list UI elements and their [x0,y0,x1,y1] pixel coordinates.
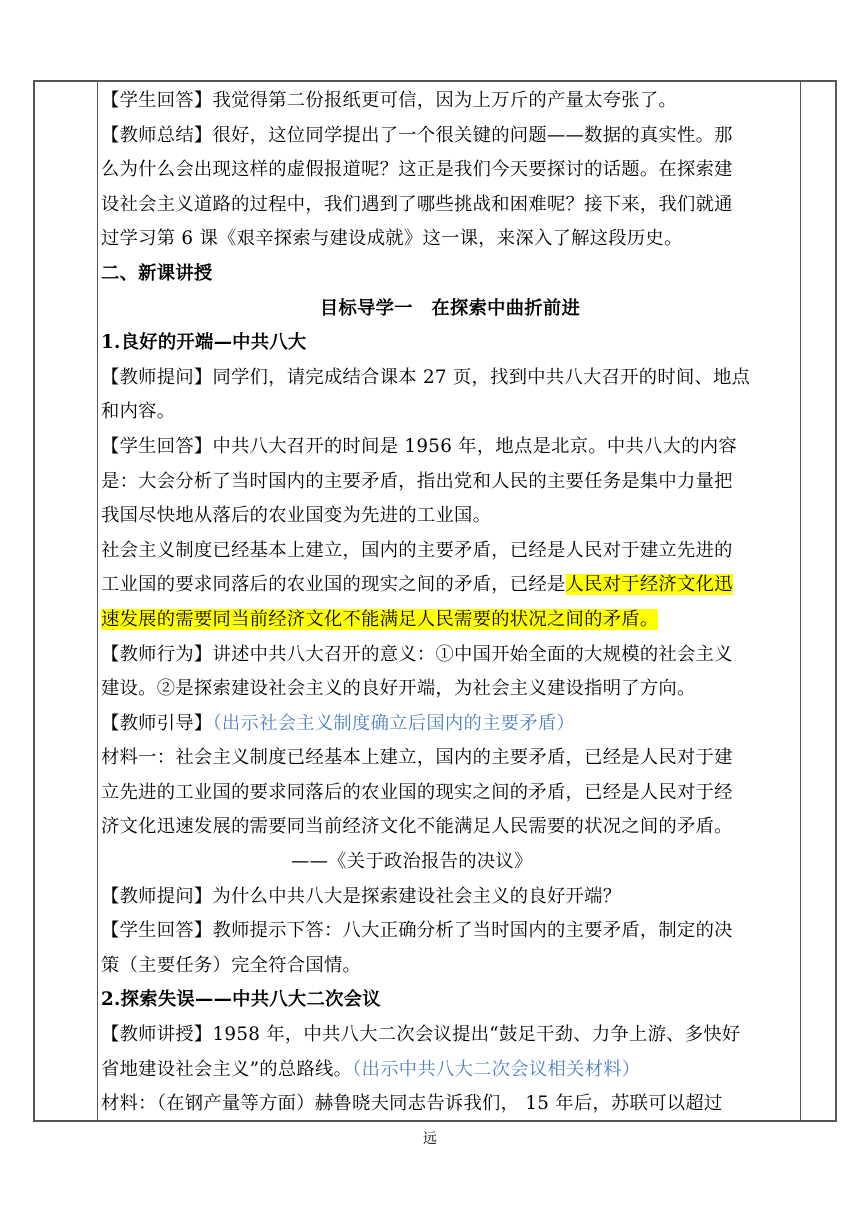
text-span: 二、新课讲授 [101,262,213,284]
text-span: 我国尽快地从落后的农业国变为先进的工业国。 [101,505,492,527]
text-span: 立先进的工业国的要求同落后的农业国的现实之间的矛盾，已经是人民对于经 [101,781,733,803]
text-line [101,568,799,603]
text-line [101,880,799,915]
text-span: 过学习第 6 课《艰辛探索与建设成就》这一课，来深入了解这段历史。 [101,228,683,250]
text-line [101,326,799,361]
text-span: 【教师总结】很好，这位同学提出了一个很关键的问题——数据的真实性。那 [101,124,733,146]
text-line [101,810,799,845]
text-line [101,741,799,776]
text-line [101,845,799,880]
text-span: 和内容。 [101,401,176,423]
page-footer: 远 [423,1131,437,1147]
text-line [101,776,799,811]
text-line [101,983,799,1018]
text-line [101,395,799,430]
highlighted-text: 人民对于经济文化迅 [565,574,733,596]
text-line [101,638,799,673]
text-line [101,188,799,223]
text-line [101,914,799,949]
text-line [101,1018,799,1053]
text-span: 【教师讲授】1958 年，中共八大二次会议提出“鼓足干劲、力争上游、多快好 [101,1024,741,1046]
text-span: 建设。②是探索建设社会主义的良好开端，为社会主义建设指明了方向。 [101,678,696,700]
text-span: 【教师提问】同学们，请完成结合课本 27 页，找到中共八大召开的时间、地点 [101,366,751,388]
text-span: 省地建设社会主义”的总路线。 [101,1058,353,1080]
table-column-divider-right [800,80,801,1122]
text-line [101,361,799,396]
text-line [101,603,799,638]
text-line [101,534,799,569]
text-span: 材料一：社会主义制度已经基本上建立，国内的主要矛盾，已经是人民对于建 [101,747,733,769]
text-line [101,672,799,707]
text-line [101,1053,799,1088]
text-line [101,1087,799,1122]
highlighted-text: 速发展的需要同当前经济文化不能满足人民需要的状况之间的矛盾。 [101,608,659,630]
blue-note-text: （出示中共八大二次会议相关材料） [352,1058,641,1080]
text-span: 社会主义制度已经基本上建立，国内的主要矛盾，已经是人民对于建立先进的 [101,539,733,561]
text-line [101,465,799,500]
text-span: 材料：（在钢产量等方面）赫鲁晓夫同志告诉我们， 15 年后，苏联可以超过 [101,1093,723,1115]
text-span: 【教师行为】讲述中共八大召开的意义：①中国开始全面的大规模的社会主义 [101,643,733,665]
text-span: 【学生回答】我觉得第二份报纸更可信，因为上万斤的产量太夸张了。 [101,90,678,111]
text-span: 是：大会分析了当时国内的主要矛盾，指出党和人民的主要任务是集中力量把 [101,470,733,492]
text-line [101,430,799,465]
text-line [101,84,799,119]
table-content-cell [101,84,799,1122]
text-span: 1.良好的开端—中共八大 [101,332,307,354]
text-span: 【学生回答】教师提示下答：八大正确分析了当时国内的主要矛盾，制定的决 [101,920,733,942]
text-line [101,153,799,188]
text-line [101,119,799,154]
text-span: 【教师提问】为什么中共八大是探索建设社会主义的良好开端？ [101,885,622,907]
text-span: 策（主要任务）完全符合国情。 [101,954,362,976]
text-line [101,222,799,257]
text-line [101,257,799,292]
text-span: 【学生回答】中共八大召开的时间是 1956 年，地点是北京。中共八大的内容 [101,435,737,457]
blue-note-text: （出示社会主义制度确立后国内的主要矛盾） [212,712,575,734]
text-span: 目标导学一 在探索中曲折前进 [319,297,581,319]
text-span: ——《关于政治报告的决议》 [291,851,533,873]
text-span: 么为什么会出现这样的虚假报道呢？这正是我们今天要探讨的话题。在探索建 [101,159,733,181]
text-span: 济文化迅速发展的需要同当前经济文化不能满足人民需要的状况之间的矛盾。 [101,816,733,838]
text-line [101,499,799,534]
table-column-divider-left [97,80,98,1122]
text-line [101,949,799,984]
text-line [101,707,799,742]
text-line [101,292,799,327]
text-span: 设社会主义道路的过程中，我们遇到了哪些挑战和困难呢？接下来，我们就通 [101,193,733,215]
text-span: 【教师引导】 [101,712,213,734]
text-span: 2.探索失误——中共八大二次会议 [101,989,381,1011]
text-span: 工业国的要求同落后的农业国的现实之间的矛盾，已经是 [101,574,566,596]
